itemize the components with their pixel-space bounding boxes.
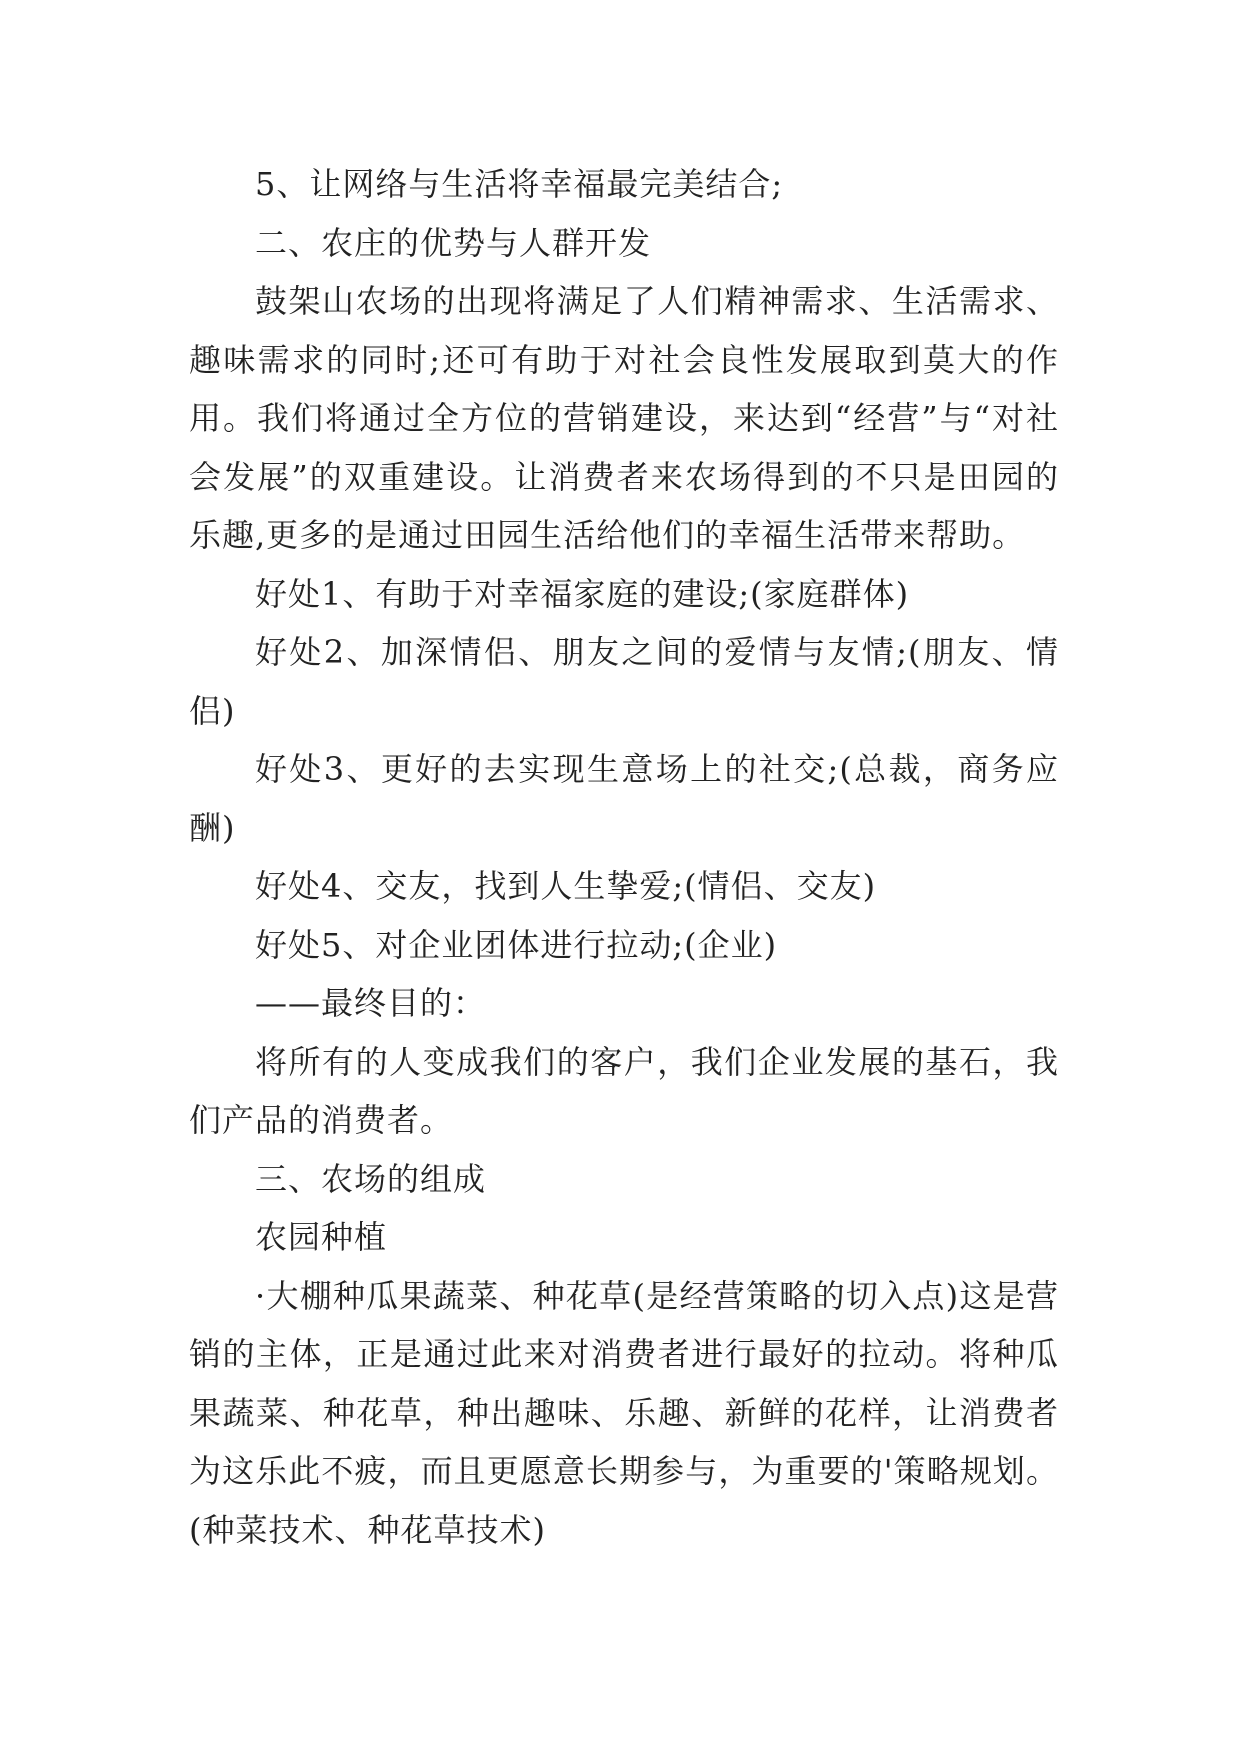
final-goal-heading: ——最终目的： bbox=[255, 984, 487, 1022]
final-goal-text: 将所有的人变成我们的客户，我们企业发展的基石，我们产品的消费者。 bbox=[189, 1042, 1059, 1139]
benefit-5: 好处5、对企业团体进行拉动;(企业) bbox=[255, 925, 778, 964]
benefit-1: 好处1、有助于对幸福家庭的建设;(家庭群体) bbox=[255, 574, 910, 613]
section-heading-composition: 三、农场的组成 bbox=[255, 1159, 487, 1198]
subheading-planting: 农园种植 bbox=[255, 1218, 388, 1256]
benefit-4: 好处4、交友，找到人生挚爱;(情侣、交友) bbox=[255, 867, 877, 905]
benefit-3: 好处3、更好的去实现生意场上的社交;(总裁，商务应酬) bbox=[189, 750, 1059, 847]
benefit-2: 好处2、加深情侣、朋友之间的爱情与友情;(朋友、情侣) bbox=[189, 633, 1059, 730]
paragraph-greenhouse: ·大棚种瓜果蔬菜、种花草(是经营策略的切入点)这是营销的主体，正是通过此来对消费者进行最好的拉动。将种瓜果蔬菜、种花草，种出趣味、乐趣、新鲜的花样，让消费者为这乐此不疲，而且更愿意长期参与，为重要的'策略规划。(种菜技术、种花草技术) bbox=[189, 1276, 1059, 1549]
paragraph-farm-intro: 鼓架山农场的出现将满足了人们精神需求、生活需求、趣味需求的同时;还可有助于对社会良性发展取到莫大的作用。我们将通过全方位的营销建设，来达到“经营”与“对社会发展”的双重建设。让消费者来农场得到的不只是田园的乐趣,更多的是通过田园生活给他们的幸福生活带来帮助。 bbox=[189, 282, 1059, 554]
paragraph-item-5: 5、让网络与生活将幸福最完美结合; bbox=[255, 165, 784, 203]
document-page bbox=[189, 155, 1059, 1559]
section-heading-advantages: 二、农庄的优势与人群开发 bbox=[255, 223, 652, 262]
